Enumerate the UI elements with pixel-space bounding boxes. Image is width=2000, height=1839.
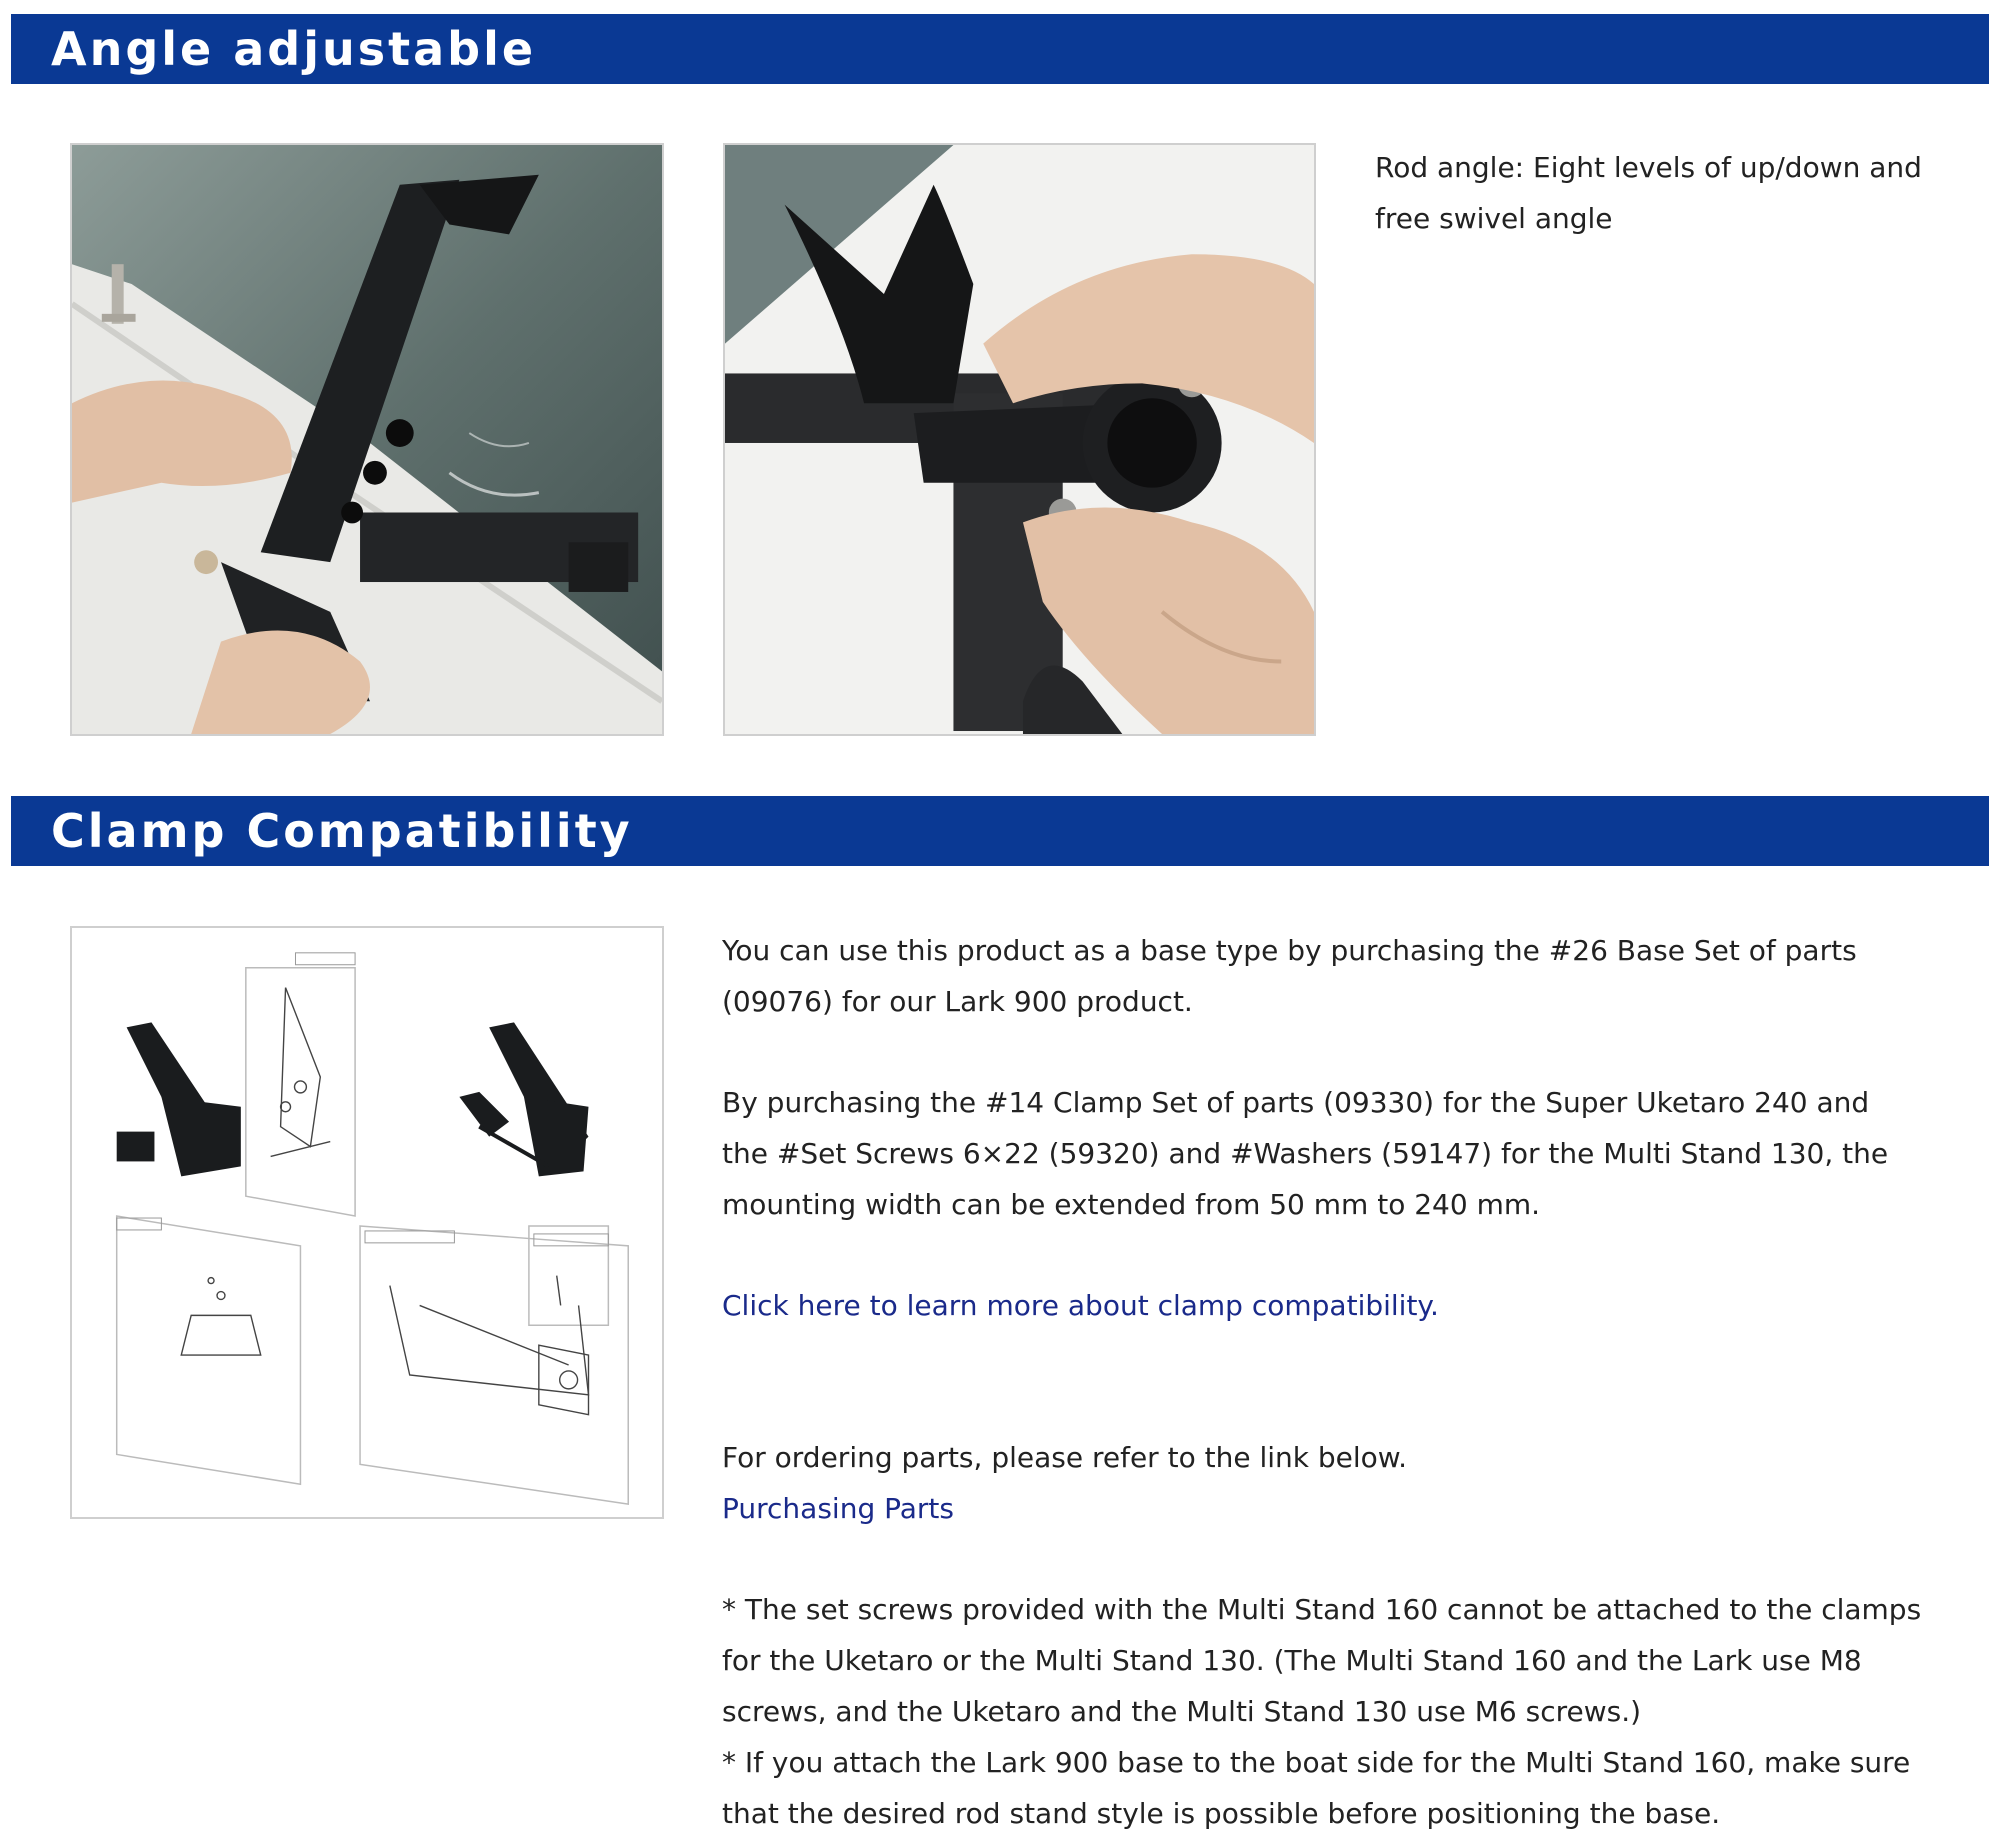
section-title: Angle adjustable	[51, 22, 537, 76]
notes-paragraph	[722, 1584, 1922, 1839]
rod-holder-photo-adjusting	[723, 143, 1316, 736]
ordering-paragraph	[722, 1432, 1922, 1534]
ordering-text: For ordering parts, please refer to the link below.	[722, 1441, 1408, 1474]
note-lark-base: * If you attach the Lark 900 base to the boat side for the Multi Stand 160, make sure that the desired rod stand style is possible before positioning the base.	[722, 1746, 1911, 1830]
rod-angle-description: Rod angle: Eight levels of up/down and free swivel angle	[1375, 151, 1922, 235]
rod-holder-photo-water	[70, 143, 664, 736]
note-set-screws: * The set screws provided with the Multi Stand 160 cannot be attached to the clamps for the Uketaro or the Multi Stand 130. (The Multi Stand 160 and the Lark use M8 screws, and the Uketaro and the Multi Stand 130 use M6 screws.)	[722, 1593, 1922, 1728]
section-title: Clamp Compatibility	[51, 804, 633, 858]
base-set-paragraph: You can use this product as a base type by purchasing the #26 Base Set of parts (09076) for our Lark 900 product.	[722, 934, 1857, 1018]
learn-more-paragraph	[722, 1280, 1922, 1331]
section-header-angle-adjustable	[11, 14, 1989, 84]
section-header-clamp-compatibility	[11, 796, 1989, 866]
learn-more-clamp-link[interactable]: Click here to learn more about clamp compatibility.	[722, 1289, 1439, 1322]
purchasing-parts-link[interactable]: Purchasing Parts	[722, 1492, 954, 1525]
clamp-set-paragraph: By purchasing the #14 Clamp Set of parts (09330) for the Super Uketaro 240 and the #Set Screws 6×22 (59320) and #Washers (59147) for the Multi Stand 130, the mounting width can be extended from 50 mm to 240 mm.	[722, 1086, 1889, 1221]
clamp-compatibility-diagram	[70, 926, 664, 1519]
